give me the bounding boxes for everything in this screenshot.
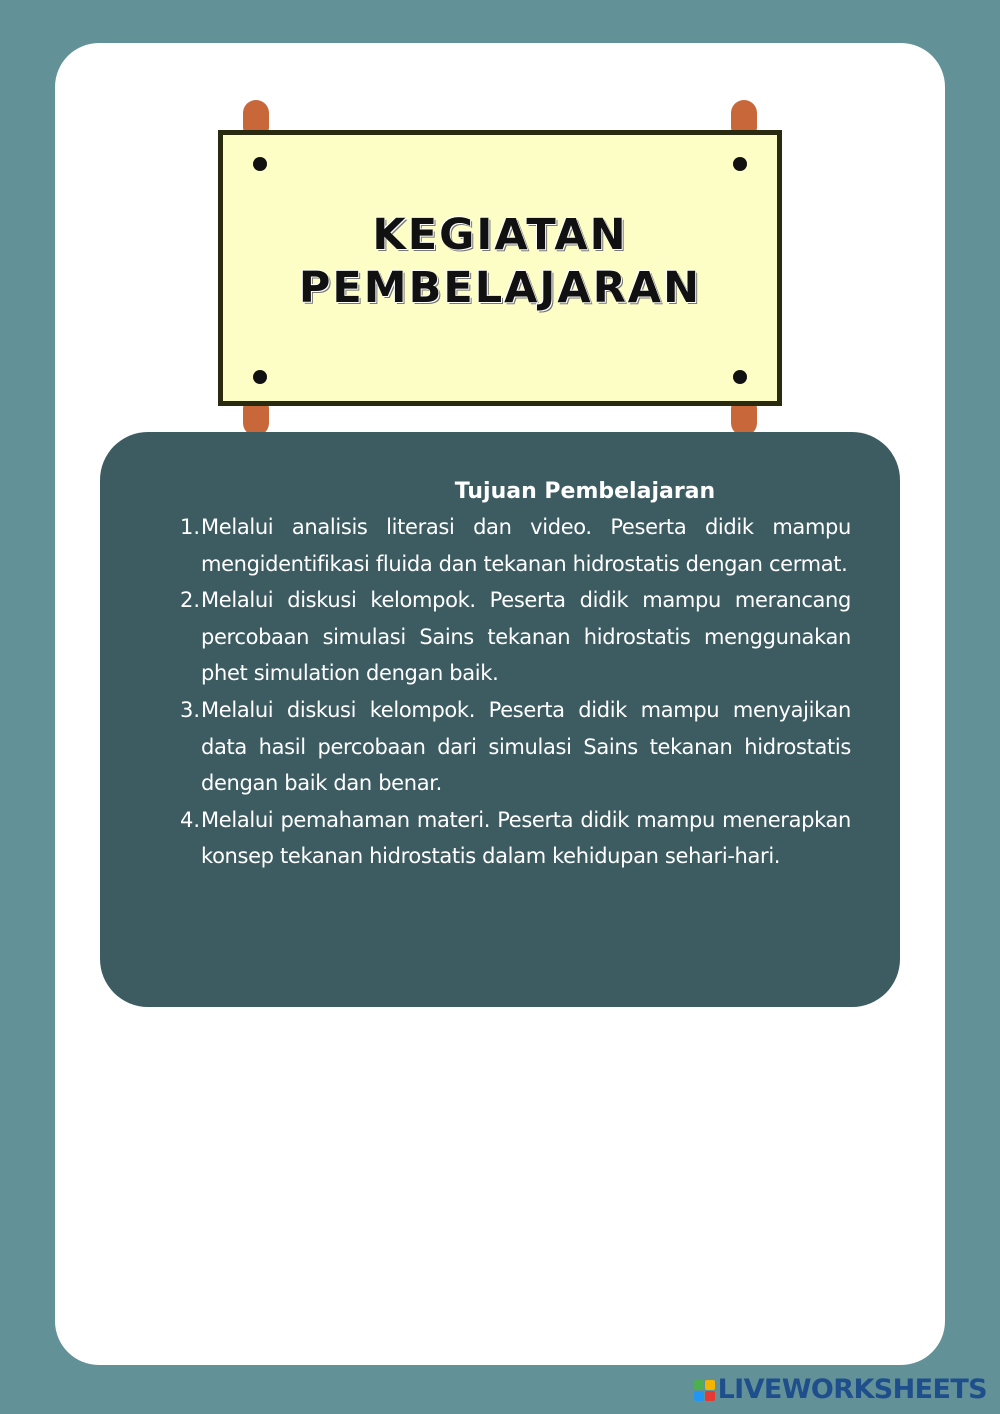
watermark-text: LIVEWORKSHEETS xyxy=(717,1374,987,1405)
title-signboard xyxy=(218,130,782,406)
objective-text: Melalui diskusi kelompok. Peserta didik mampu merancang percobaan simulasi Sains tekanan hidrostatis menggunakan phet simulation dengan baik. xyxy=(201,588,851,686)
objectives-panel xyxy=(100,432,900,1007)
objective-number: 3. xyxy=(179,697,200,722)
liveworksheets-logo-icon xyxy=(694,1380,715,1401)
objective-number: 1. xyxy=(179,515,200,539)
nail-icon xyxy=(733,370,747,384)
objective-item xyxy=(168,509,851,582)
objective-number: 4. xyxy=(179,807,200,832)
objective-text: Melalui pemahaman materi. Peserta didik mampu menerapkan konsep tekanan hidrostatis dalam kehidupan sehari-hari. xyxy=(201,807,851,869)
objective-text: Melalui diskusi kelompok. Peserta didik mampu menyajikan data hasil percobaan dari simulasi Sains tekanan hidrostatis dengan baik dan benar. xyxy=(201,697,851,796)
objectives-heading: Tujuan Pembelajaran xyxy=(454,479,716,504)
liveworksheets-watermark xyxy=(694,1376,987,1404)
objective-text: Melalui analisis literasi dan video. Peserta didik mampu mengidentifikasi fluida dan tekanan hidrostatis dengan cermat. xyxy=(201,515,851,576)
nail-icon xyxy=(733,157,747,171)
objective-number: 2. xyxy=(179,588,200,613)
objective-item xyxy=(168,692,851,802)
page-title: KEGIATAN PEMBELAJARAN xyxy=(298,210,702,313)
nail-icon xyxy=(253,370,267,384)
objective-item xyxy=(168,802,851,875)
nail-icon xyxy=(253,157,267,171)
objective-item xyxy=(168,582,851,692)
objectives-list xyxy=(168,509,851,875)
